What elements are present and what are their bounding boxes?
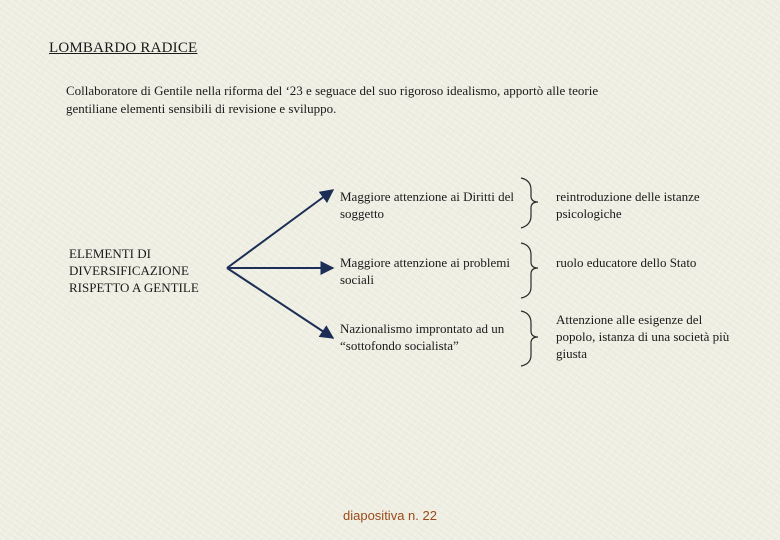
arrow-branch-1	[227, 190, 333, 268]
brace-3	[521, 311, 538, 366]
arrow-branch-3	[227, 268, 333, 338]
branch-3-label: Nazionalismo improntato ad un “sottofondo socialista”	[340, 321, 505, 353]
root-label: ELEMENTI DI DIVERSIFICAZIONE RISPETTO A GENTILE	[69, 246, 199, 295]
branch-3-result: Attenzione alle esigenze del popolo, istanza di una società più giusta	[556, 312, 730, 361]
brace-1	[521, 178, 538, 228]
slide-number: diapositiva n. 22	[343, 508, 437, 523]
branch-2-result: ruolo educatore dello Stato	[556, 255, 697, 270]
brace-2	[521, 243, 538, 298]
branch-1-label: Maggiore attenzione ai Diritti del soggetto	[340, 189, 514, 221]
intro-paragraph: Collaboratore di Gentile nella riforma del ‘23 e seguace del suo rigoroso idealismo, apportò alle teorie gentiliane elementi sensibili di revisione e sviluppo.	[66, 83, 599, 116]
branch-2-label: Maggiore attenzione ai problemi sociali	[340, 255, 511, 287]
branch-1-result: reintroduzione delle istanze psicologiche	[556, 189, 700, 221]
slide-title: LOMBARDO RADICE	[49, 40, 198, 56]
